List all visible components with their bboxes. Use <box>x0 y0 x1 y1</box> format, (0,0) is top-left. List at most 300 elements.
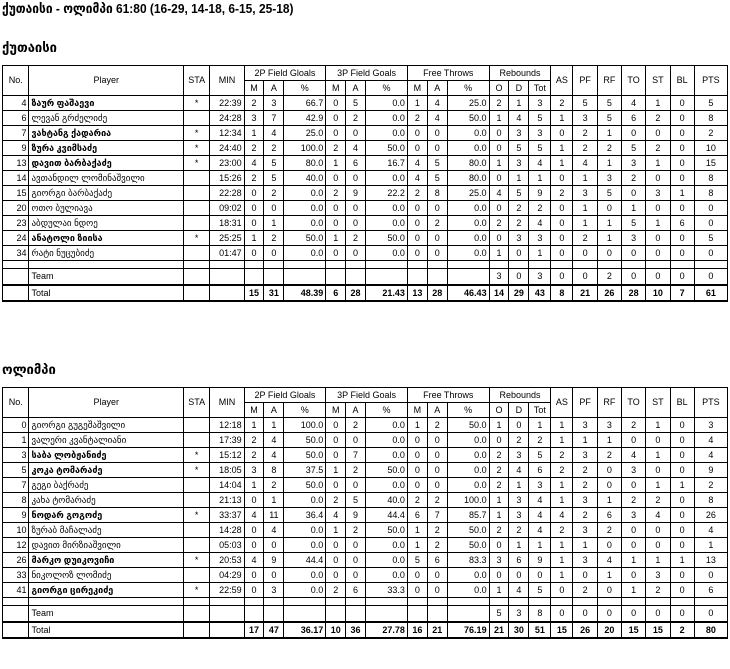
stat-a2: 8 <box>264 463 284 478</box>
stat-to: 2 <box>621 418 645 433</box>
stat-d: 0 <box>509 418 529 433</box>
stat-bl: 0 <box>670 418 694 433</box>
stat-m2: 0 <box>244 493 264 508</box>
player-name: მარკო დუიკოვიჩი <box>29 553 183 568</box>
stat-to: 1 <box>621 553 645 568</box>
stat-a2: 5 <box>264 156 284 171</box>
stat-pf: 3 <box>573 448 597 463</box>
stat-rf: 1 <box>597 433 621 448</box>
stat-pft: 80.0 <box>447 156 489 171</box>
player-number: 4 <box>3 96 29 111</box>
stat-a3: 0 <box>346 478 366 493</box>
total-stat-tot: 51 <box>529 622 551 638</box>
total-stat-a3: 28 <box>346 285 366 301</box>
col-header-pf: PF <box>573 388 597 418</box>
stat-p3: 44.4 <box>365 508 407 523</box>
player-row <box>3 201 728 216</box>
spacer-cell <box>3 598 29 606</box>
total-stat-pf: 26 <box>573 622 597 638</box>
stat-a2: 2 <box>264 186 284 201</box>
col-header-to: TO <box>621 388 645 418</box>
stat-m3: 1 <box>326 463 346 478</box>
stat-pf: 2 <box>573 463 597 478</box>
total-stat-m3: 6 <box>326 285 346 301</box>
stat-tot: 2 <box>529 433 551 448</box>
player-row <box>3 433 728 448</box>
stat-p2: 42.9 <box>284 111 326 126</box>
stat-d: 3 <box>509 448 529 463</box>
player-row <box>3 523 728 538</box>
stat-aft: 2 <box>427 493 447 508</box>
stat-a2: 4 <box>264 433 284 448</box>
player-row <box>3 231 728 246</box>
stat-p2: 66.7 <box>284 96 326 111</box>
stat-p3: 0.0 <box>365 553 407 568</box>
player-starter-mark <box>183 186 209 201</box>
stat-bl: 0 <box>670 111 694 126</box>
stat-d: 3 <box>509 493 529 508</box>
stat-bl: 1 <box>670 186 694 201</box>
team-row-blank <box>210 606 244 623</box>
sub-header-2p-m: M <box>244 403 264 418</box>
total-row-blank <box>183 622 209 638</box>
stat-st: 2 <box>646 111 670 126</box>
col-header-player: Player <box>29 388 183 418</box>
player-number: 9 <box>3 508 29 523</box>
team-row-blank <box>365 606 407 623</box>
stat-bl: 0 <box>670 463 694 478</box>
stat-rf: 0 <box>597 583 621 598</box>
stat-a2: 2 <box>264 231 284 246</box>
stat-pft: 25.0 <box>447 186 489 201</box>
team-row-blank <box>264 269 284 286</box>
player-minutes: 21:13 <box>210 493 244 508</box>
stat-to: 0 <box>621 186 645 201</box>
team-stat-pf: 0 <box>573 606 597 623</box>
stat-st: 0 <box>646 538 670 553</box>
stat-as: 4 <box>551 508 573 523</box>
player-row <box>3 96 728 111</box>
col-header-pts: PTS <box>694 66 727 96</box>
stat-m3: 0 <box>326 433 346 448</box>
total-stat-bl: 7 <box>670 285 694 301</box>
col-header-player: Player <box>29 66 183 96</box>
stat-aft: 4 <box>427 96 447 111</box>
table-header-row <box>3 66 728 81</box>
stat-mft: 1 <box>407 96 427 111</box>
stat-pft: 80.0 <box>447 171 489 186</box>
stat-bl: 0 <box>670 523 694 538</box>
col-header-bl: BL <box>670 66 694 96</box>
team-row-blank <box>3 269 29 286</box>
stat-p3: 0.0 <box>365 126 407 141</box>
player-number: 6 <box>3 111 29 126</box>
player-minutes: 15:26 <box>210 171 244 186</box>
stat-p3: 16.7 <box>365 156 407 171</box>
stat-bl: 1 <box>670 553 694 568</box>
stat-m2: 0 <box>244 568 264 583</box>
player-starter-mark: * <box>183 141 209 156</box>
total-stat-pft: 76.19 <box>447 622 489 638</box>
player-row <box>3 216 728 231</box>
spacer-cell <box>210 598 244 606</box>
team-name-home: ქუთაისი <box>2 40 57 55</box>
team-stat-st: 0 <box>646 606 670 623</box>
stat-pts: 26 <box>694 508 727 523</box>
stat-o: 0 <box>489 568 509 583</box>
stat-a3: 5 <box>346 96 366 111</box>
stat-m2: 0 <box>244 538 264 553</box>
stat-pf: 2 <box>573 141 597 156</box>
stat-pf: 3 <box>573 418 597 433</box>
stat-to: 0 <box>621 478 645 493</box>
stat-to: 4 <box>621 96 645 111</box>
stat-p3: 50.0 <box>365 141 407 156</box>
total-stat-p2: 36.17 <box>284 622 326 638</box>
player-row <box>3 111 728 126</box>
team-stat-as: 0 <box>551 606 573 623</box>
total-row-blank <box>210 622 244 638</box>
stat-pts: 1 <box>694 538 727 553</box>
stat-rf: 2 <box>597 448 621 463</box>
player-number: 10 <box>3 523 29 538</box>
stat-pf: 2 <box>573 583 597 598</box>
team-row-blank <box>326 606 346 623</box>
team-row-blank <box>447 606 489 623</box>
stat-pts: 4 <box>694 433 727 448</box>
stat-aft: 2 <box>427 216 447 231</box>
player-minutes: 18:05 <box>210 463 244 478</box>
stat-aft: 0 <box>427 201 447 216</box>
stat-to: 0 <box>621 126 645 141</box>
stat-tot: 4 <box>529 493 551 508</box>
stat-a2: 2 <box>264 478 284 493</box>
player-name: გიორგი ბარბაქაძე <box>29 186 183 201</box>
stat-a2: 0 <box>264 201 284 216</box>
player-number: 20 <box>3 201 29 216</box>
stat-o: 1 <box>489 508 509 523</box>
stat-as: 1 <box>551 478 573 493</box>
stat-m2: 2 <box>244 448 264 463</box>
stat-bl: 0 <box>670 156 694 171</box>
sub-header-2p-m: M <box>244 81 264 96</box>
total-row-label: Total <box>29 622 183 638</box>
stat-o: 0 <box>489 538 509 553</box>
stat-pts: 8 <box>694 171 727 186</box>
stat-m3: 2 <box>326 583 346 598</box>
spacer-cell <box>326 598 346 606</box>
stat-pft: 0.0 <box>447 463 489 478</box>
stat-a3: 5 <box>346 493 366 508</box>
player-number: 34 <box>3 246 29 261</box>
stat-o: 0 <box>489 201 509 216</box>
stat-to: 0 <box>621 246 645 261</box>
stat-mft: 0 <box>407 433 427 448</box>
stat-p2: 50.0 <box>284 448 326 463</box>
stat-as: 2 <box>551 96 573 111</box>
team-stat-as: 0 <box>551 269 573 286</box>
stat-pf: 1 <box>573 201 597 216</box>
stat-rf: 3 <box>597 418 621 433</box>
total-stat-o: 14 <box>489 285 509 301</box>
team-stat-o: 5 <box>489 606 509 623</box>
stat-mft: 1 <box>407 538 427 553</box>
stat-m3: 0 <box>326 216 346 231</box>
stat-m3: 0 <box>326 568 346 583</box>
stat-pft: 0.0 <box>447 583 489 598</box>
player-minutes: 20:53 <box>210 553 244 568</box>
stat-p2: 36.4 <box>284 508 326 523</box>
stat-p3: 22.2 <box>365 186 407 201</box>
stat-pts: 2 <box>694 126 727 141</box>
player-name: ოთო ბულიავა <box>29 201 183 216</box>
stat-mft: 5 <box>407 553 427 568</box>
sub-header-ft-pct: % <box>447 81 489 96</box>
spacer-cell <box>427 261 447 269</box>
sub-header-reb-o: O <box>489 81 509 96</box>
stat-p2: 0.0 <box>284 493 326 508</box>
player-number: 13 <box>3 156 29 171</box>
player-name: საბა ლობჟანიძე <box>29 448 183 463</box>
stat-a2: 0 <box>264 246 284 261</box>
stat-to: 5 <box>621 141 645 156</box>
player-minutes: 33:37 <box>210 508 244 523</box>
total-stat-pts: 61 <box>694 285 727 301</box>
stat-tot: 1 <box>529 171 551 186</box>
stat-d: 1 <box>509 171 529 186</box>
stat-m2: 2 <box>244 141 264 156</box>
stat-pf: 3 <box>573 111 597 126</box>
stat-pf: 1 <box>573 216 597 231</box>
total-stat-pts: 80 <box>694 622 727 638</box>
stat-m2: 1 <box>244 231 264 246</box>
stat-a3: 9 <box>346 186 366 201</box>
box-score-table-home <box>2 65 728 302</box>
sub-header-ft-m: M <box>407 81 427 96</box>
player-row <box>3 126 728 141</box>
spacer-cell <box>244 261 264 269</box>
stat-rf: 0 <box>597 538 621 553</box>
stat-tot: 3 <box>529 478 551 493</box>
player-name: დავით ბარბაქაძე <box>29 156 183 171</box>
stat-p2: 50.0 <box>284 478 326 493</box>
team-row-blank <box>427 606 447 623</box>
col-header-as: AS <box>551 66 573 96</box>
stat-aft: 2 <box>427 523 447 538</box>
stat-mft: 2 <box>407 111 427 126</box>
spacer-cell <box>346 598 366 606</box>
stat-pft: 0.0 <box>447 216 489 231</box>
sub-header-3p-a: A <box>346 403 366 418</box>
player-minutes: 12:18 <box>210 418 244 433</box>
spacer-row <box>3 598 728 606</box>
stat-d: 5 <box>509 186 529 201</box>
spacer-cell <box>573 261 597 269</box>
player-starter-mark: * <box>183 463 209 478</box>
sub-header-ft-m: M <box>407 403 427 418</box>
stat-to: 6 <box>621 111 645 126</box>
stat-o: 0 <box>489 126 509 141</box>
game-title: ქუთაისი - ოლიმპი 61:80 (16-29, 14-18, 6-15, 25-18) <box>2 1 294 16</box>
stat-a2: 7 <box>264 111 284 126</box>
stat-bl: 0 <box>670 231 694 246</box>
stat-o: 2 <box>489 448 509 463</box>
col-header-pts: PTS <box>694 388 727 418</box>
team-row-blank <box>264 606 284 623</box>
spacer-cell <box>183 261 209 269</box>
player-name: ავთანდილ ლომინაშვილი <box>29 171 183 186</box>
total-row-blank <box>3 622 29 638</box>
stat-aft: 0 <box>427 463 447 478</box>
stat-m2: 4 <box>244 508 264 523</box>
stat-a3: 0 <box>346 433 366 448</box>
total-stat-tot: 43 <box>529 285 551 301</box>
col-header-pf: PF <box>573 66 597 96</box>
stat-st: 0 <box>646 463 670 478</box>
stat-as: 0 <box>551 246 573 261</box>
stat-rf: 2 <box>597 523 621 538</box>
stat-to: 3 <box>621 463 645 478</box>
player-number: 0 <box>3 418 29 433</box>
stat-mft: 0 <box>407 463 427 478</box>
stat-d: 3 <box>509 156 529 171</box>
stat-m2: 1 <box>244 126 264 141</box>
spacer-cell <box>621 598 645 606</box>
team-stat-d: 0 <box>509 269 529 286</box>
stat-to: 0 <box>621 568 645 583</box>
stat-as: 1 <box>551 156 573 171</box>
sub-header-ft-a: A <box>427 81 447 96</box>
stat-pft: 0.0 <box>447 141 489 156</box>
stat-d: 1 <box>509 478 529 493</box>
stat-p3: 0.0 <box>365 418 407 433</box>
team-stat-bl: 0 <box>670 606 694 623</box>
total-stat-aft: 28 <box>427 285 447 301</box>
total-stat-mft: 13 <box>407 285 427 301</box>
player-starter-mark <box>183 568 209 583</box>
sub-header-3p-m: M <box>326 403 346 418</box>
team-stat-to: 0 <box>621 606 645 623</box>
stat-mft: 0 <box>407 448 427 463</box>
stat-p2: 80.0 <box>284 156 326 171</box>
stat-pts: 0 <box>694 246 727 261</box>
stat-d: 5 <box>509 141 529 156</box>
col-header-rf: RF <box>597 66 621 96</box>
player-starter-mark: * <box>183 508 209 523</box>
team-row-blank <box>365 269 407 286</box>
team-stat-rf: 0 <box>597 606 621 623</box>
stat-mft: 0 <box>407 201 427 216</box>
stat-as: 1 <box>551 493 573 508</box>
stat-pts: 3 <box>694 418 727 433</box>
stat-tot: 1 <box>529 418 551 433</box>
col-header-no: No. <box>3 388 29 418</box>
col-header-sta: STA <box>183 66 209 96</box>
player-name: ლევან გრძელიძე <box>29 111 183 126</box>
stat-mft: 1 <box>407 418 427 433</box>
stat-o: 2 <box>489 96 509 111</box>
stat-a2: 5 <box>264 171 284 186</box>
stat-st: 1 <box>646 448 670 463</box>
spacer-cell <box>447 598 489 606</box>
player-number: 5 <box>3 463 29 478</box>
stat-o: 0 <box>489 141 509 156</box>
stat-p2: 50.0 <box>284 231 326 246</box>
stat-aft: 0 <box>427 583 447 598</box>
stat-a2: 0 <box>264 568 284 583</box>
stat-st: 1 <box>646 418 670 433</box>
stat-st: 1 <box>646 553 670 568</box>
stat-as: 0 <box>551 201 573 216</box>
sub-header-2p-a: A <box>264 81 284 96</box>
stat-aft: 5 <box>427 171 447 186</box>
col-header-ft: Free Throws <box>407 388 489 403</box>
stat-st: 0 <box>646 126 670 141</box>
stat-pft: 0.0 <box>447 201 489 216</box>
stat-rf: 1 <box>597 126 621 141</box>
stat-a3: 2 <box>346 418 366 433</box>
stat-p2: 0.0 <box>284 186 326 201</box>
team-row-blank <box>284 269 326 286</box>
stat-p2: 0.0 <box>284 568 326 583</box>
stat-d: 2 <box>509 201 529 216</box>
stat-tot: 4 <box>529 216 551 231</box>
stat-aft: 0 <box>427 448 447 463</box>
stat-a3: 7 <box>346 448 366 463</box>
stat-a3: 2 <box>346 111 366 126</box>
stat-m2: 0 <box>244 186 264 201</box>
stat-a2: 2 <box>264 141 284 156</box>
stat-a2: 11 <box>264 508 284 523</box>
stat-m3: 1 <box>326 231 346 246</box>
stat-m2: 3 <box>244 111 264 126</box>
stat-rf: 1 <box>597 493 621 508</box>
stat-as: 2 <box>551 448 573 463</box>
stat-d: 0 <box>509 246 529 261</box>
player-starter-mark: * <box>183 553 209 568</box>
stat-d: 2 <box>509 433 529 448</box>
player-starter-mark: * <box>183 96 209 111</box>
stat-a2: 3 <box>264 583 284 598</box>
stat-o: 1 <box>489 156 509 171</box>
player-name: ზურა კვიმსაძე <box>29 141 183 156</box>
stat-pft: 100.0 <box>447 493 489 508</box>
stat-o: 0 <box>489 433 509 448</box>
stat-m2: 2 <box>244 96 264 111</box>
player-number: 15 <box>3 186 29 201</box>
col-header-sta: STA <box>183 388 209 418</box>
player-minutes: 25:25 <box>210 231 244 246</box>
stat-pf: 4 <box>573 156 597 171</box>
stat-d: 3 <box>509 126 529 141</box>
stat-bl: 0 <box>670 583 694 598</box>
stat-mft: 4 <box>407 156 427 171</box>
stat-p2: 100.0 <box>284 418 326 433</box>
team-name-away: ოლიმპი <box>2 362 56 377</box>
stat-aft: 0 <box>427 478 447 493</box>
team-stat-rf: 2 <box>597 269 621 286</box>
stat-m3: 0 <box>326 246 346 261</box>
stat-d: 4 <box>509 111 529 126</box>
stat-tot: 5 <box>529 111 551 126</box>
stat-st: 3 <box>646 568 670 583</box>
stat-pts: 4 <box>694 523 727 538</box>
player-row <box>3 568 728 583</box>
total-stat-p2: 48.39 <box>284 285 326 301</box>
stat-o: 2 <box>489 523 509 538</box>
sub-header-2p-a: A <box>264 403 284 418</box>
stat-a3: 0 <box>346 216 366 231</box>
